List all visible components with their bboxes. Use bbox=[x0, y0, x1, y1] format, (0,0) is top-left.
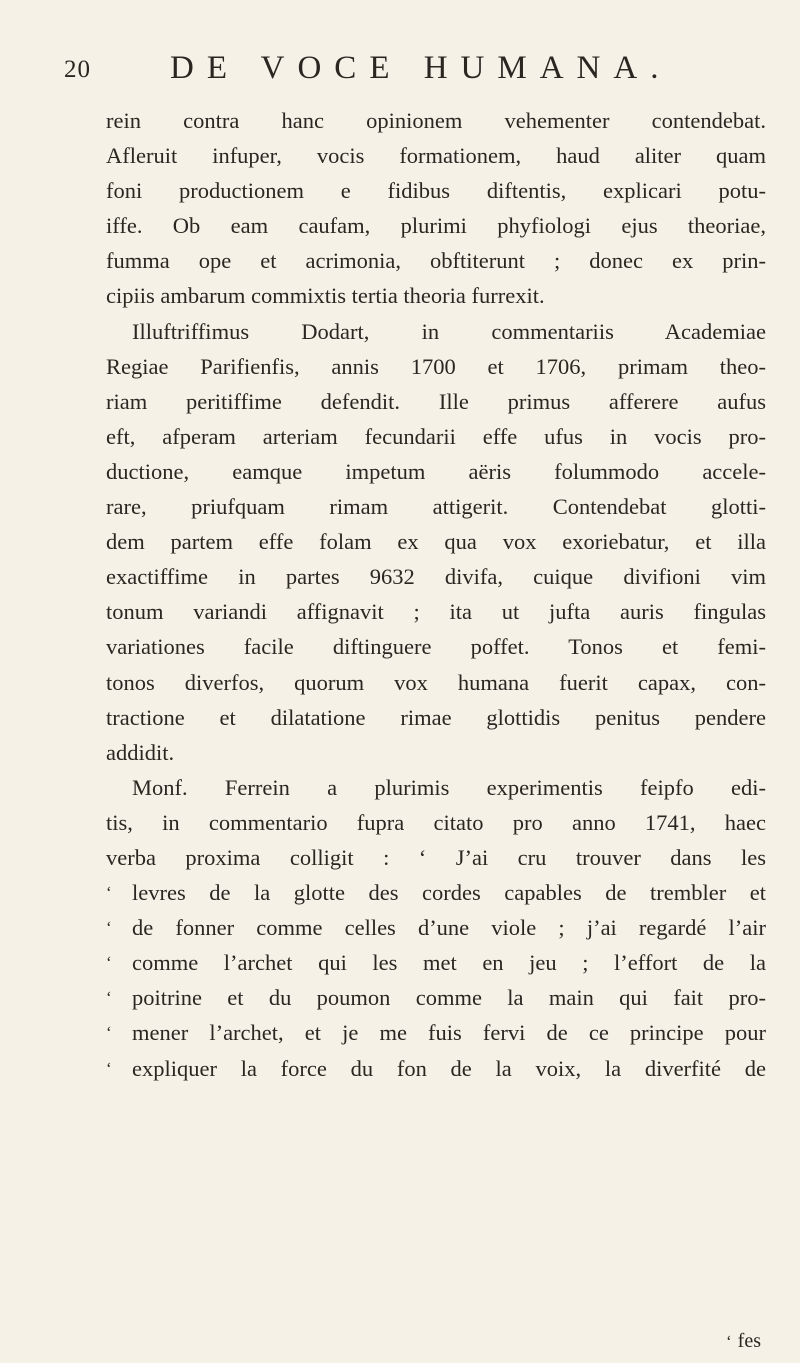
body-text bbox=[106, 103, 766, 1086]
text-line: dem partem effe folam ex qua vox exoriebatur, et illa bbox=[106, 529, 766, 555]
text-line: rare, priufquam rimam attigerit. Contendebat glotti- bbox=[106, 494, 766, 520]
quote-text: poitrine et du poumon comme la main qui fait pro- bbox=[132, 985, 766, 1011]
text-line: riam peritiffime defendit. Ille primus afferere aufus bbox=[106, 388, 766, 414]
text-line: Afleruit infuper, vocis formationem, haud aliter quam bbox=[106, 143, 766, 169]
catchword-text: fes bbox=[737, 1330, 761, 1352]
text-line: tractione et dilatatione rimae glottidis penitus pendere bbox=[106, 704, 766, 730]
quote-mark: ‘ bbox=[106, 988, 112, 1008]
quote-text: mener l’archet, et je me fuis fervi de ce principe pour bbox=[132, 1020, 766, 1046]
quote-line bbox=[106, 875, 766, 910]
running-title: DE VOCE HUMANA. bbox=[170, 50, 672, 86]
quote-line bbox=[106, 945, 766, 980]
text-line: addidit. bbox=[106, 739, 175, 765]
quote-text: levres de la glotte des cordes capables de trembler et bbox=[132, 880, 766, 906]
text-line: fumma ope et acrimonia, obftiterunt ; donec ex prin- bbox=[106, 248, 766, 274]
page-number: 20 bbox=[64, 56, 91, 83]
text-line: Illuftriffimus Dodart, in commentariis Academiae bbox=[132, 318, 766, 344]
quote-text: de fonner comme celles d’une viole ; j’ai regardé l’air bbox=[132, 915, 766, 941]
text-line: tonos diverfos, quorum vox humana fuerit capax, con- bbox=[106, 669, 766, 695]
quote-line bbox=[106, 910, 766, 945]
text-line: Regiae Parifienfis, annis 1700 et 1706, primam theo- bbox=[106, 353, 766, 379]
text-line: foni productionem e fidibus diftentis, explicari potu- bbox=[106, 178, 766, 204]
catchword bbox=[726, 1330, 761, 1353]
page-header bbox=[0, 50, 800, 94]
quote-line bbox=[106, 980, 766, 1015]
text-line: iffe. Ob eam caufam, plurimi phyfiologi ejus theoriae, bbox=[106, 213, 766, 239]
quote-line bbox=[106, 1015, 766, 1050]
quote-text: expliquer la force du fon de la voix, la diverfité de bbox=[132, 1055, 766, 1081]
quote-mark: ‘ bbox=[106, 918, 112, 938]
text-line: cipiis ambarum commixtis tertia theoria furrexit. bbox=[106, 283, 545, 309]
quote-mark: ‘ bbox=[106, 953, 112, 973]
quote-mark: ‘ bbox=[106, 1058, 112, 1078]
text-line: tis, in commentario fupra citato pro anno 1741, haec bbox=[106, 809, 766, 835]
quote-text: comme l’archet qui les met en jeu ; l’effort de la bbox=[132, 950, 766, 976]
quote-mark: ‘ bbox=[106, 1023, 112, 1043]
text-line: variationes facile diftinguere poffet. Tonos et femi- bbox=[106, 634, 766, 660]
catchword-quote-mark: ‘ bbox=[726, 1332, 732, 1351]
quote-mark: ‘ bbox=[106, 883, 112, 903]
text-line: tonum variandi affignavit ; ita ut jufta auris fingulas bbox=[106, 599, 766, 625]
text-line: ductione, eamque impetum aëris folummodo accele- bbox=[106, 458, 766, 484]
text-line: rein contra hanc opinionem vehementer contendebat. bbox=[106, 108, 766, 133]
text-line: Monf. Ferrein a plurimis experimentis feipfo edi- bbox=[132, 774, 766, 800]
quote-line bbox=[106, 1051, 766, 1086]
text-line: eft, afperam arteriam fecundarii effe ufus in vocis pro- bbox=[106, 423, 766, 449]
text-line: verba proxima colligit : ‘ J’ai cru trouver dans les bbox=[106, 844, 766, 870]
text-line: exactiffime in partes 9632 divifa, cuique divifioni vim bbox=[106, 564, 766, 590]
